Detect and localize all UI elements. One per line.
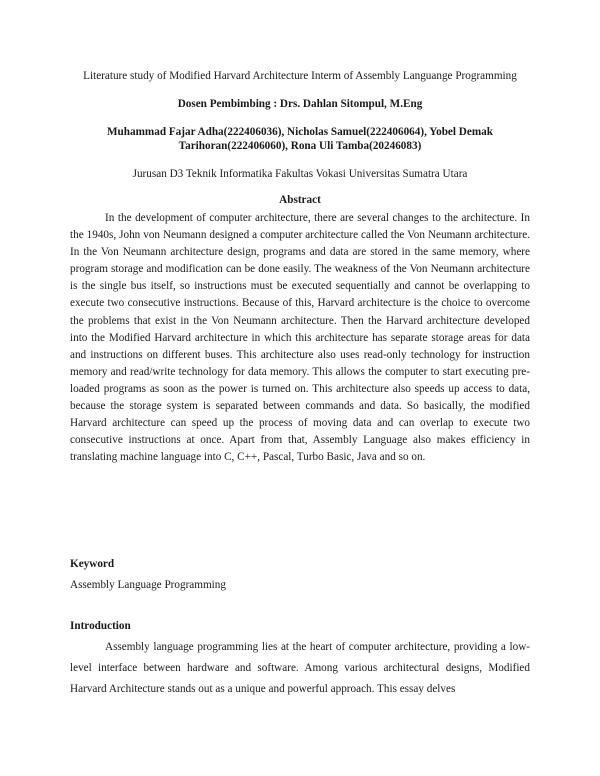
abstract-paragraph: In the development of computer architecture, there are several changes to the architecture. In the 1940s, John von Neumann designed a computer architecture called the Von Neumann architecture. In the Von Neumann architecture design, programs and data are stored in the same memory, where program storage and modification can be done easily. The weakness of the Von Neumann architecture is the single bus itself, so instructions must be executed sequentially and cannot be overlapping to execute two consecutive instructions. Because of this, Harvard architecture is the choice to overcome the problems that exist in the Von Neumann architecture. Then the Harvard architecture developed into the Modified Harvard architecture in which this architecture has separate storage areas for data and instructions on different buses. This architecture also uses read-only technology for instruction memory and read/write technology for data memory. This allows the computer to start executing pre-loaded programs as soon as the power is turned on. This architecture also speeds up access to data, because the storage system is separated between commands and data. So basically, the modified Harvard architecture can speed up the process of moving data and can overlap to execute two consecutive instructions at once. Apart from that, Assembly Language also makes efficiency in translating machine language into C, C++, Pascal, Turbo Basic, Java and so on.: [70, 212, 530, 464]
supervisor-line: Dosen Pembimbing : Drs. Dahlan Sitompul, M.Eng: [177, 98, 423, 110]
keyword-text: Assembly Language Programming: [70, 579, 226, 591]
paper-title: Literature study of Modified Harvard Architecture Interm of Assembly Languange Programming: [83, 70, 517, 82]
keyword-heading: Keyword: [70, 558, 115, 570]
introduction-heading: Introduction: [70, 620, 131, 632]
author-list: Muhammad Fajar Adha(222406036), Nicholas Samuel(222406064), Yobel Demak Tarihoran(222406060), Rona Uli Tamba(20246083): [107, 126, 493, 152]
affiliation-line: Jurusan D3 Teknik Informatika Fakultas Vokasi Universitas Sumatra Utara: [132, 168, 468, 180]
abstract-heading: Abstract: [279, 194, 321, 206]
introduction-paragraph: Assembly language programming lies at the heart of computer architecture, providing a low-level interface between hardware and software. Among various architectural designs, Modified Harvard Architecture stands out as a unique and powerful approach. This essay delves: [70, 641, 530, 695]
